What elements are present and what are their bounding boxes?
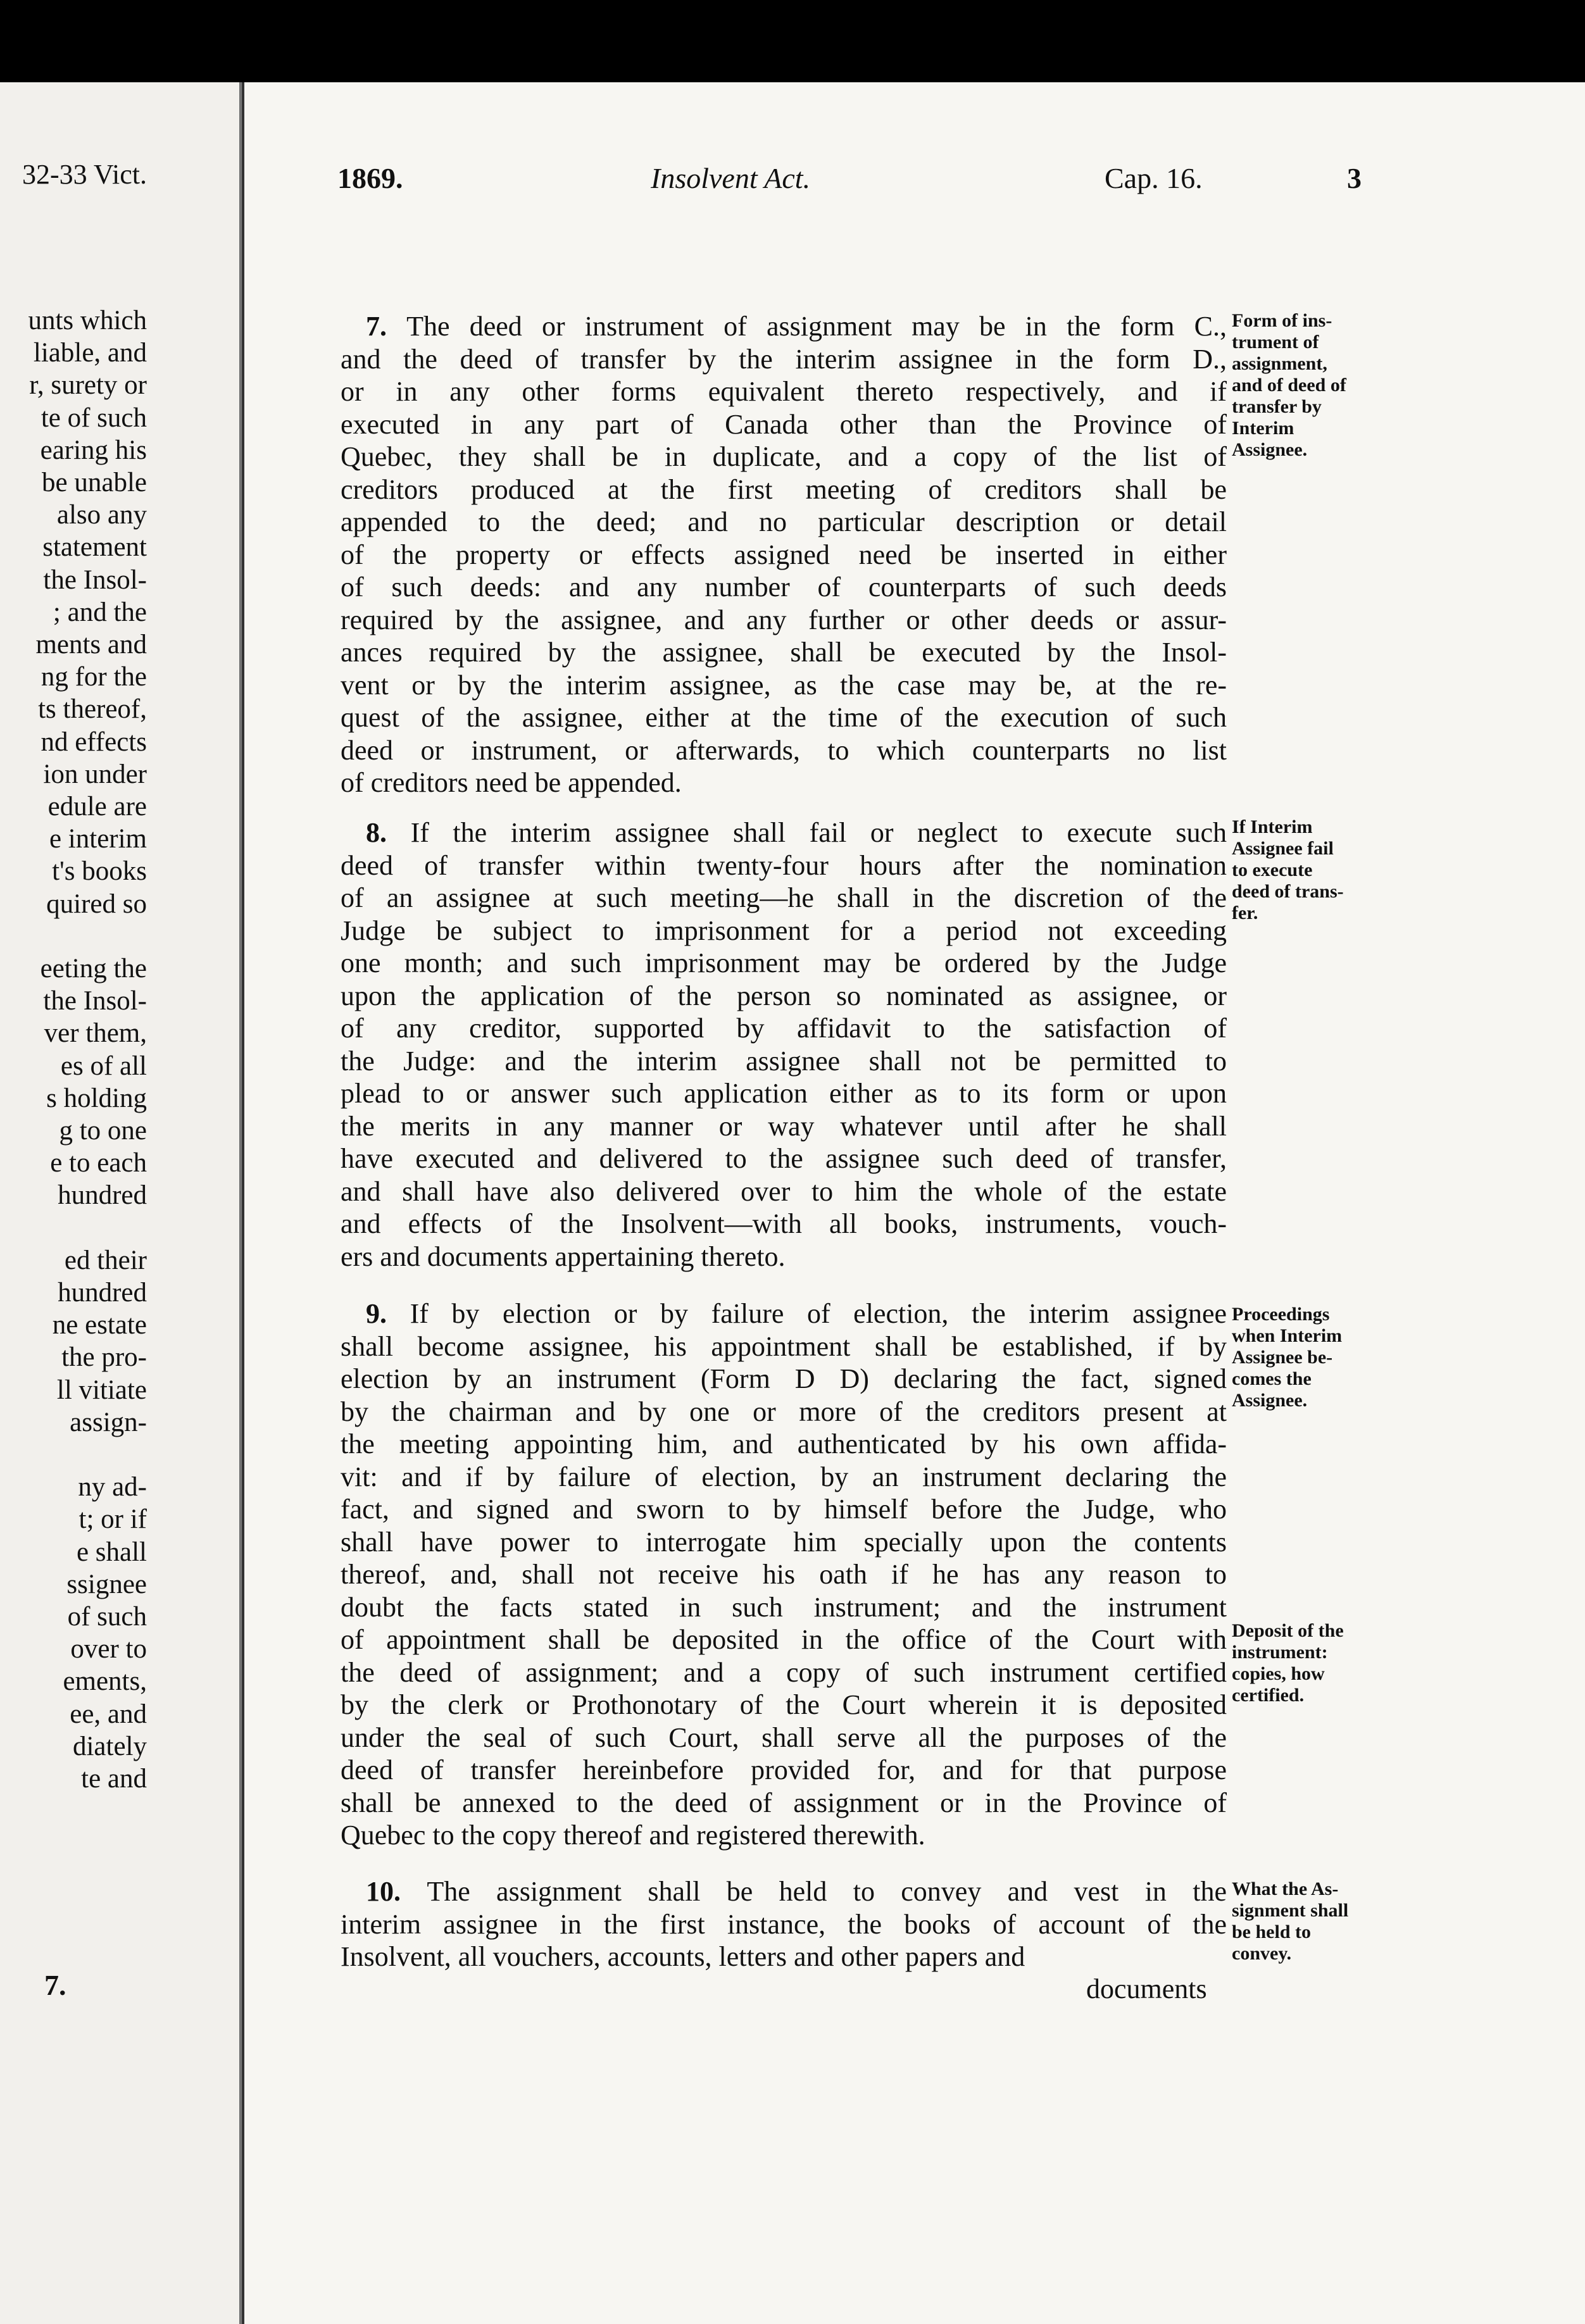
left-page-line: statement: [42, 532, 147, 563]
section-line: election by an instrument (Form D D) declaring the fact, signed: [341, 1363, 1227, 1394]
running-header: [0, 161, 1585, 199]
section-line: of such deeds: and any number of counterparts of such deeds: [341, 572, 1227, 603]
left-page-line: of such: [67, 1602, 147, 1632]
margin-note-line: instrument:: [1232, 1642, 1328, 1663]
margin-note-line: copies, how: [1232, 1663, 1325, 1684]
section-7: [341, 310, 1227, 799]
margin-note-line: deed of trans-: [1232, 881, 1344, 902]
section-number: 9.: [366, 1298, 410, 1329]
section-line: appended to the deed; and no particular description or detail: [341, 506, 1227, 537]
section-line: executed in any part of Canada other than the Province of: [341, 408, 1227, 440]
section-9: [341, 1297, 1227, 1852]
left-page-line: ng for the: [41, 662, 147, 692]
margin-note-section-8: [1232, 816, 1390, 924]
margin-note-line: Interim: [1232, 418, 1294, 439]
margin-note-deposit: [1232, 1620, 1390, 1706]
section-line: thereof, and, shall not receive his oath if he has any reason to: [341, 1559, 1227, 1590]
section-line: fact, and signed and sworn to by himself before the Judge, who: [341, 1494, 1227, 1525]
left-page-line: liable, and: [33, 338, 147, 368]
section-10: [341, 1875, 1227, 1973]
margin-note-section-9: [1232, 1304, 1390, 1411]
left-page-line: over to: [70, 1634, 147, 1665]
section-line: [341, 816, 1227, 849]
section-line: the merits in any manner or way whatever until after he shall: [341, 1110, 1227, 1142]
left-page-line: ements,: [63, 1666, 147, 1697]
margin-note-line: Assignee be-: [1232, 1347, 1333, 1368]
section-line: the meeting appointing him, and authenticated by his own affida-: [341, 1428, 1227, 1459]
left-page-footer: 7.: [44, 1969, 66, 2001]
section-line: interim assignee in the first instance, the books of account of the: [341, 1908, 1227, 1940]
left-page-line: g to one: [59, 1116, 147, 1146]
section-line: and shall have also delivered over to him the whole of the estate: [341, 1175, 1227, 1207]
left-page-line: ver them,: [44, 1018, 147, 1049]
margin-note-line: comes the: [1232, 1368, 1312, 1389]
section-line: shall have power to interrogate him specially upon the contents: [341, 1526, 1227, 1558]
section-number: 10.: [366, 1876, 427, 1907]
left-page-line: ny ad-: [78, 1472, 147, 1502]
margin-note-line: certified.: [1232, 1685, 1305, 1706]
section-text: If the interim assignee shall fail or neglect to execute such: [410, 817, 1227, 848]
section-line: ances required by the assignee, shall be executed by the Insol-: [341, 637, 1227, 668]
left-page-line: the Insol-: [43, 986, 147, 1016]
section-line: vit: and if by failure of election, by an instrument declaring the: [341, 1461, 1227, 1492]
left-page-line: assign-: [70, 1407, 147, 1437]
section-text: The deed or instrument of assignment may be in the form C.,: [406, 311, 1227, 342]
margin-note-line: What the As-: [1232, 1878, 1339, 1899]
section-line: of any creditor, supported by affidavit to the satisfaction of: [341, 1013, 1227, 1044]
left-page-header: 32-33 Vict.: [22, 159, 147, 190]
section-line: plead to or answer such application either as to its form or upon: [341, 1078, 1227, 1109]
section-line: have executed and delivered to the assignee such deed of transfer,: [341, 1143, 1227, 1174]
margin-note-line: Assignee fail: [1232, 838, 1334, 859]
section-line: by the clerk or Prothonotary of the Court wherein it is deposited: [341, 1689, 1227, 1720]
margin-note-line: to execute: [1232, 859, 1313, 880]
left-page-line: e shall: [76, 1537, 147, 1567]
left-page-line: ; and the: [53, 597, 147, 627]
margin-note-line: Deposit of the: [1232, 1620, 1344, 1641]
section-line: Quebec, they shall be in duplicate, and a copy of the list of: [341, 441, 1227, 472]
left-page-line: quired so: [46, 889, 147, 919]
section-line: of an assignee at such meeting—he shall in the discretion of the: [341, 882, 1227, 913]
section-line: by the chairman and by one or more of the creditors present at: [341, 1396, 1227, 1427]
margin-note-section-7: [1232, 310, 1390, 461]
section-line: and the deed of transfer by the interim assignee in the form D.,: [341, 343, 1227, 375]
left-page-line: nd effects: [41, 727, 147, 757]
left-page-line: t's books: [52, 856, 147, 887]
header-chapter: Cap. 16.: [1105, 162, 1203, 194]
margin-note-line: convey.: [1232, 1943, 1292, 1964]
section-line: and effects of the Insolvent—with all books, instruments, vouch-: [341, 1208, 1227, 1239]
section-line: vent or by the interim assignee, as the case may be, at the re-: [341, 669, 1227, 701]
section-line: doubt the facts stated in such instrument; and the instrument: [341, 1591, 1227, 1623]
left-page-line: ed their: [64, 1245, 147, 1275]
section-line: required by the assignee, and any further or other deeds or assur-: [341, 604, 1227, 635]
section-line: under the seal of such Court, shall serve all the purposes of the: [341, 1721, 1227, 1753]
margin-note-line: Assignee.: [1232, 439, 1308, 460]
margin-note-line: Assignee.: [1232, 1390, 1308, 1411]
left-page-line: edule are: [47, 792, 147, 822]
margin-note-line: If Interim: [1232, 816, 1313, 837]
margin-note-line: signment shall: [1232, 1900, 1349, 1921]
page-number: 3: [1347, 162, 1362, 194]
section-number: 7.: [366, 311, 407, 342]
left-page-line: e to each: [50, 1148, 147, 1178]
section-line: [341, 1297, 1227, 1330]
left-page-line: ts thereof,: [38, 694, 147, 725]
header-title: Insolvent Act.: [651, 162, 811, 194]
margin-note-line: be held to: [1232, 1921, 1312, 1942]
left-page-line: r, surety or: [29, 370, 147, 401]
margin-note-line: trument of: [1232, 332, 1319, 353]
margin-note-line: Form of ins-: [1232, 310, 1332, 331]
margin-note-line: and of deed of: [1232, 375, 1346, 396]
catchword: documents: [1086, 1973, 1207, 2004]
section-line: ers and documents appertaining thereto.: [341, 1240, 786, 1272]
left-page-line: earing his: [40, 435, 147, 465]
left-page-line: be unable: [42, 468, 147, 497]
margin-note-line: fer.: [1232, 903, 1258, 923]
section-line: shall be annexed to the deed of assignment or in the Province of: [341, 1787, 1227, 1818]
section-line: deed or instrument, or afterwards, to which counterparts no list: [341, 734, 1227, 766]
section-line: creditors produced at the first meeting of creditors shall be: [341, 473, 1227, 505]
left-page-line: eeting the: [40, 954, 147, 984]
section-line: shall become assignee, his appointment shall be established, if by: [341, 1330, 1227, 1362]
left-page-line: t; or if: [78, 1504, 147, 1535]
section-line: the deed of assignment; and a copy of such instrument certified: [341, 1656, 1227, 1688]
section-line: [341, 1875, 1227, 1908]
left-page-line: es of all: [60, 1051, 147, 1081]
section-line: one month; and such imprisonment may be ordered by the Judge: [341, 947, 1227, 978]
left-page-line: e interim: [49, 824, 147, 854]
left-page-line: ssignee: [66, 1569, 147, 1599]
margin-note-line: assignment,: [1232, 353, 1327, 374]
section-line: upon the application of the person so nominated as assignee, or: [341, 980, 1227, 1011]
section-line: Quebec to the copy thereof and registered therewith.: [341, 1820, 925, 1851]
left-page-line: the pro-: [61, 1342, 147, 1373]
margin-note-line: transfer by: [1232, 396, 1322, 417]
left-page-line: te and: [81, 1764, 147, 1794]
left-page-line: unts which: [28, 306, 147, 335]
section-8: [341, 816, 1227, 1273]
section-line: deed of transfer hereinbefore provided for, and for that purpose: [341, 1754, 1227, 1785]
section-line: of appointment shall be deposited in the office of the Court with: [341, 1624, 1227, 1655]
left-page-line: te of such: [41, 403, 147, 433]
section-text: If by election or by failure of election, the interim assignee: [410, 1298, 1227, 1329]
left-page-line: ments and: [35, 630, 147, 659]
left-page-line: ee, and: [70, 1699, 147, 1729]
left-page-line: hundred: [58, 1180, 147, 1211]
section-text: The assignment shall be held to convey and vest in the: [427, 1876, 1227, 1907]
section-line: the Judge: and the interim assignee shall not be permitted to: [341, 1045, 1227, 1077]
left-page-line: s holding: [46, 1083, 147, 1113]
left-page-line: the Insol-: [43, 565, 147, 595]
margin-note-section-10: [1232, 1878, 1390, 1965]
section-line: of the property or effects assigned need be inserted in either: [341, 539, 1227, 570]
left-page-line: also any: [56, 500, 147, 530]
section-number: 8.: [366, 817, 411, 848]
section-line: [341, 310, 1227, 343]
left-page-line: ne estate: [52, 1310, 147, 1340]
header-year: 1869.: [337, 162, 403, 194]
left-page-line: hundred: [58, 1278, 147, 1308]
section-line: Insolvent, all vouchers, accounts, letters and other papers and: [341, 1941, 1025, 1972]
left-page-line: ll vitiate: [56, 1375, 147, 1405]
left-page-line: diately: [72, 1731, 147, 1761]
section-line: quest of the assignee, either at the time of the execution of such: [341, 702, 1227, 733]
section-line: deed of transfer within twenty-four hours after the nomination: [341, 849, 1227, 881]
section-line: or in any other forms equivalent thereto respectively, and if: [341, 376, 1227, 407]
margin-note-line: when Interim: [1232, 1325, 1343, 1346]
margin-note-line: Proceedings: [1232, 1304, 1330, 1325]
section-line: Judge be subject to imprisonment for a period not exceeding: [341, 915, 1227, 946]
section-line: of creditors need be appended.: [341, 767, 682, 798]
left-page-line: ion under: [43, 759, 147, 789]
